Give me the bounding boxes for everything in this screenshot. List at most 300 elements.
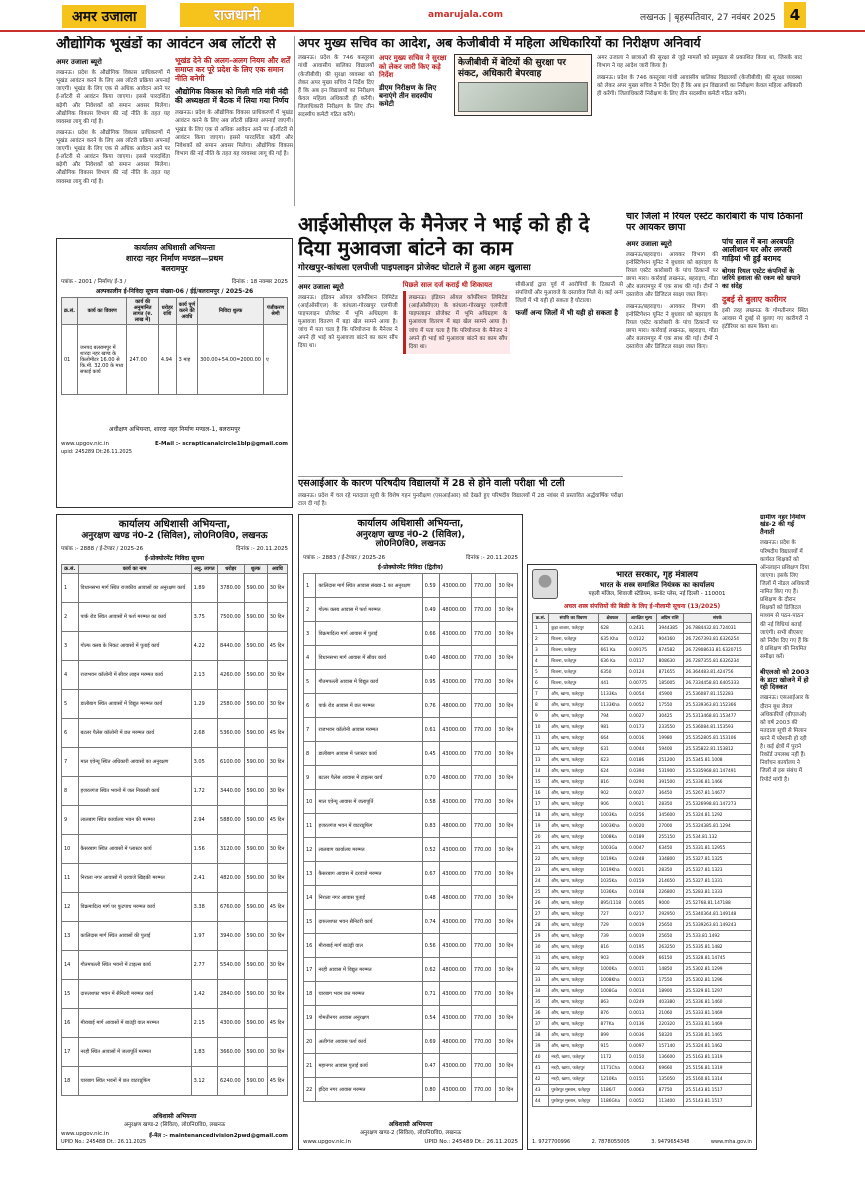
table-cell: 1.72 [191,776,217,805]
table-row [533,777,752,788]
table-cell: 25650 [656,920,683,931]
tender2-letter-no: पत्रांक :- 2888 / ई-टेण्डर / 2025-26 [61,545,144,552]
table-cell: 2840.00 [218,979,244,1008]
table-cell: 1133Kha [598,700,627,711]
tender4-gov: भारत सरकार, गृह मंत्रालय [615,570,698,581]
table-cell: 25.5330.81.1465 [683,1030,751,1041]
table-cell: विक्रमादित्य मार्ग पर फुटपाथ मरम्मत कार्य [78,892,191,921]
table-cell: 0.0394 [627,766,656,777]
table-cell: मीराबाई मार्ग बाउंड्री वाल [316,934,422,958]
table-row [533,876,752,887]
table-cell: 30 दिन [496,934,518,958]
tender3-site[interactable]: www.upgov.nic.in [303,1139,351,1145]
table-cell: गोल्फ क्लब के निकट आवासों में पुताई कार्य [78,631,191,660]
table-row [533,656,752,667]
table-cell: माल एवेन्यू आवास में जलापूर्ति [316,790,422,814]
table-cell: 30 दिन [496,718,518,742]
table-row [533,843,752,854]
table-cell: 19 [533,821,549,832]
table-cell: 0.0047 [627,843,656,854]
table-cell: 30 दिन [267,689,287,718]
table-cell: 0.76 [422,694,440,718]
table-cell: 30 दिन [496,790,518,814]
table-cell: 0.2431 [627,623,656,634]
table-cell: लालबाग स्थित कार्यालय भवन की मरम्मत [78,805,191,834]
table-cell: 27000 [656,821,683,832]
table-cell: 1.89 [191,573,217,602]
table-cell: 631 [598,744,627,755]
table-cell: 43000.00 [440,622,472,646]
table-cell: 3.38 [191,892,217,921]
table-cell: 30 दिन [496,694,518,718]
table-cell: 6760.00 [218,892,244,921]
table-cell: राजभवन कॉलोनी में सीवर लाइन मरम्मत कार्य [78,660,191,689]
table-cell: 0.0020 [627,821,656,832]
table-row [304,718,518,742]
table-row [533,1019,752,1030]
table-cell: 4.94 [158,325,176,395]
table-cell: 30 दिन [267,950,287,979]
table-cell: बटलर पैलेस आवास में टाइल्स कार्य [316,766,422,790]
table-cell: 33 [533,975,549,986]
table-cell: 739 [598,931,627,942]
table-cell: 770.00 [471,670,496,694]
story-inspection-body-more: लखनऊ। प्रदेश के 746 कस्तूरबा गांधी आवासीय बालिका विद्यालयों (केजीबीवी) की सुरक्षा व्यवस्था को लेकर अपर मुख्य सचिव ने निर्देश दिए हैं कि अब इन विद्यालयों का निरीक्षण केवल महिला अधिकारी ही करेंगी। जिलाधिकारी निरीक्षण के लिए तीन सदस्यीय कमेटी गठित करेंगे। [597,74,802,97]
table-cell: 48000.00 [440,814,472,838]
table-row [304,982,518,1006]
table-cell: 7 [62,747,79,776]
table-row [304,646,518,670]
table-cell: नरही, खागा, फतेहपुर [549,1063,598,1074]
table-cell: 19980 [656,733,683,744]
table-cell: 16 [62,1008,79,1037]
table-cell: 590.00 [244,631,267,660]
table-cell: 6 [533,678,549,689]
table-header-cell: आरक्षित मूल्य [627,614,656,623]
table-cell: 25.5336.81.1460 [683,997,751,1008]
table-header-cell: संपत्ति का विवरण [549,614,598,623]
table-cell: 590.00 [244,1066,267,1095]
table-cell: 14 [533,766,549,777]
table-header-cell: क्षेत्रफल [598,614,627,623]
table-cell: 26 [533,898,549,909]
table-cell: 58320 [656,1030,683,1041]
table-cell: 30 दिन [496,622,518,646]
table-cell: मीराबाई मार्ग आवासों में बाउंड्री वाल मरम्मत [78,1008,191,1037]
table-cell: 6240.00 [218,1066,244,1095]
tender1-office: कार्यालय अधिशासी अभियन्ता [134,243,215,252]
table-cell: 0.0027 [627,711,656,722]
table-cell: 43 [533,1085,549,1096]
table-cell: 20 [533,832,549,843]
table-cell: 3.75 [191,602,217,631]
table-cell: 3.12 [191,1066,217,1095]
table-cell: 0.0036 [627,1030,656,1041]
table-cell: 2 [62,602,79,631]
table-cell: 30 दिन [496,814,518,838]
table-cell: 41 [533,1063,549,1074]
tender3-upid: UPID No.: 245489 Dt.: 26.11.2025 [424,1139,518,1145]
story-sidebar [760,514,810,1150]
table-cell: 45 दिन [267,1008,287,1037]
site-url[interactable]: amarujala.com [428,10,504,20]
table-cell: 0.0016 [627,733,656,744]
table-cell: 31 [533,953,549,964]
table-cell: 876 [598,1008,627,1019]
table-cell: 36450 [656,788,683,799]
table-cell: 2.94 [191,805,217,834]
table-cell: 15 [62,979,79,1008]
table-cell: डालीबाग स्थित आवासों में विद्युत मरम्मत कार्य [78,689,191,718]
inset-clipping-photo [458,82,588,112]
table-cell: 863 [598,997,627,1008]
table-cell: 0.83 [422,814,440,838]
table-cell: 5880.00 [218,805,244,834]
table-row [533,689,752,700]
table-cell: औंग, खागा, फतेहपुर [549,799,598,810]
table-row [533,634,752,645]
table-cell: दारुलशफा भवन में सैनिटरी मरम्मत कार्य [78,979,191,1008]
table-cell: 25.5324.81.1292 [683,810,751,821]
table-cell: 770.00 [471,910,496,934]
table-cell: 25.5335.81.1482 [683,942,751,953]
table-cell: 12 [533,744,549,755]
table-cell: 01 [62,325,78,395]
table-cell: 590.00 [244,834,267,863]
table-row [533,678,752,689]
tender1-email[interactable]: E-Mail :- scrapticanalcircle1blp@gmail.com [154,441,288,447]
table-cell: औंग, खागा, फतेहपुर [549,953,598,964]
table-cell: 0.56 [422,934,440,958]
table-cell: 24 [533,876,549,887]
table-cell: 30 दिन [496,574,518,598]
table-cell: 636 Ka [598,656,627,667]
table-cell: 9 [62,805,79,834]
story-raids-headline: चार जिलों में रियल एस्टेट कारोबारी के पांच ठिकानों पर आयकर छापा [626,212,803,233]
table-cell: 34 [533,986,549,997]
table-cell: 770.00 [471,982,496,1006]
table-cell: 43000.00 [440,838,472,862]
table-cell: 1008Ga [598,986,627,997]
table-cell: 48000.00 [440,886,472,910]
table-cell: 15 [533,777,549,788]
table-cell: निराला नगर आवासों में दरवाजे खिड़की मरम्मत [78,863,191,892]
table-cell: 22 [533,854,549,865]
table-cell: 345600 [656,810,683,821]
table-row [533,755,752,766]
tender2-email[interactable]: ई-मेल :- maintenancedivision2pwd@gmail.com [149,1133,288,1139]
table-cell: निराला नगर आवास पुताई [316,886,422,910]
table-row [533,953,752,964]
table-cell: 11 [533,733,549,744]
table-cell: 44 [533,1096,549,1107]
table-cell: 30 दिन [496,910,518,934]
table-row [533,865,752,876]
table-cell: 770.00 [471,646,496,670]
table-cell: 624 [598,766,627,777]
table-row [533,722,752,733]
table-cell: 12 [304,838,316,862]
table-cell: चारबाग स्थित भवनों में छत वाटरप्रूफिंग [78,1066,191,1095]
tender4-office: भारत के शस्त्र समाश्रित नियंत्रक का कार्यालय [599,580,715,589]
table-cell: 1172 [598,1052,627,1063]
table-cell: औंग, खागा, फतेहपुर [549,788,598,799]
table-cell: 3660.00 [218,1037,244,1066]
table-header-cell: निविदा शुल्क [198,298,264,325]
table-cell: 0.00775 [627,678,656,689]
table-cell: 0.0043 [627,1063,656,1074]
table-cell: 17 [304,958,316,982]
table-row [533,1041,752,1052]
table-cell: 48000.00 [440,1030,472,1054]
table-cell: 23 [533,865,549,876]
story-inspection [298,36,808,214]
tender3-city: लो0नि0वि0, लखनऊ [375,539,446,550]
table-cell: हजरतगंज भवन में वाटरप्रूफिंग [316,814,422,838]
table-cell: 25.533.81.1492 [683,931,751,942]
table-cell: 0.0014 [627,986,656,997]
table-row [62,979,288,1008]
table-cell: 6100.00 [218,747,244,776]
table-header-cell: पंजीकरण श्रेणी [264,298,288,325]
table-cell: 43000.00 [440,742,472,766]
table-row [62,573,288,602]
table-cell: 1036Ka [598,887,627,898]
masthead [0,0,865,32]
table-cell: 10 [304,790,316,814]
table-cell: 45 दिन [267,805,287,834]
table-cell: 25.5160.81.1314 [683,1074,751,1085]
table-cell: 17550 [656,700,683,711]
tender3-footer-name: अधिशासी अभियन्ता [388,1121,433,1128]
table-row [533,766,752,777]
table-cell: 247.00 [127,325,159,395]
table-cell: 30 दिन [267,776,287,805]
table-cell: 0.0217 [627,909,656,920]
table-row [62,1066,288,1095]
tender1-site[interactable]: www.upgov.nic.in [61,441,109,447]
table-cell: 2.13 [191,660,217,689]
table-cell: 0.66 [422,622,440,646]
table-header-cell: कार्य का विवरण [78,298,127,325]
table-cell: 25.5352805.81.153106 [683,733,751,744]
table-row [533,997,752,1008]
tender2-date: दिनांक :- 20.11.2025 [236,545,288,552]
table-cell: 9 [304,766,316,790]
table-cell: 0.0011 [627,964,656,975]
table-row [304,598,518,622]
table-cell: औंग, खागा, फतेहपुर [549,689,598,700]
table-cell: 30 दिन [496,646,518,670]
table-cell: 214650 [656,876,683,887]
table-cell: 590.00 [244,979,267,1008]
table-cell: 21 [533,843,549,854]
table-cell: औंग, खागा, फतेहपुर [549,1041,598,1052]
table-cell: 26.7884432.81.724031 [683,623,751,634]
table-row [533,1008,752,1019]
table-cell: 0.0256 [627,810,656,821]
table-cell: 0.0186 [627,755,656,766]
table-cell: 770.00 [471,622,496,646]
table-cell: 26.364483.81.424756 [683,667,751,678]
table-cell: 0.0173 [627,722,656,733]
table-row [533,821,752,832]
tender4-site[interactable]: www.mha.gov.in [710,1139,752,1145]
table-cell: 25.5302.81.1299 [683,964,751,975]
table-cell: 6 [304,694,316,718]
table-cell: 2580.00 [218,689,244,718]
table-header-cell: अवधि [267,564,287,573]
story-ioc-headline: आईओसीएल के मैनेजर ने भाई को ही दे दिया मुआवजा बांटने का काम [298,212,590,260]
table-cell: 17 [533,799,549,810]
table-cell: 42 [533,1074,549,1085]
table-row [304,862,518,886]
table-cell: 45 दिन [267,892,287,921]
table-cell: 391500 [656,777,683,788]
table-cell: ए [264,325,288,395]
table-row [533,1085,752,1096]
table-cell: 28350 [656,799,683,810]
table-cell: कालिदास मार्ग स्थित आवास संख्या-1 का अनुरक्षण [316,574,422,598]
table-row [533,645,752,656]
national-emblem-icon [532,569,558,599]
tender1-date: दिनांक : 18 नवम्बर 2025 [231,279,288,285]
table-cell: 48000.00 [440,766,472,790]
table-cell: 0.47 [422,1054,440,1078]
table-cell: इंदिरा नगर आवास मरम्मत [316,1078,422,1102]
table-row [304,934,518,958]
table-row [304,622,518,646]
tender3-office: कार्यालय अधिशासी अभियन्ता, [357,518,464,529]
table-cell: 43000.00 [440,718,472,742]
table-cell: 871655 [656,667,683,678]
tender1-table [61,297,288,395]
table-cell: 6350 [598,667,627,678]
table-cell: औंग, खागा, फतेहपुर [549,1030,598,1041]
table-cell: चारबाग भवन छत मरम्मत [316,982,422,1006]
table-cell: अलीगंज आवास फर्श कार्य [316,1030,422,1054]
table-row [304,1030,518,1054]
table-cell: 0.58 [422,790,440,814]
table-row [533,623,752,634]
table-cell: 770.00 [471,958,496,982]
table-cell: 590.00 [244,950,267,979]
story-ioc-quote-body: लखनऊ। इंडियन ऑयल कॉर्पोरेशन लिमिटेड (आईओसीएल) के कांधला-गोरखपुर एलपीजी पाइपलाइन प्रोजेक्ट में भूमि अधिग्रहण के मुआवजा वितरण में बड़ा खेल सामने आया है। जांच में पता चला है कि परियोजना के मैनेजर ने अपने ही भाई को मुआवजा बांटने का काम सौंप दिया था। [403,291,511,354]
table-cell: महानगर आवास पुताई कार्य [316,1054,422,1078]
table-cell: औंग, खागा, फतेहपुर [549,711,598,722]
table-cell: 770.00 [471,790,496,814]
table-cell: 25.5339263.81.149243 [683,920,751,931]
tender2-site[interactable]: www.upgov.nic.in [61,1131,109,1137]
table-cell: 11 [304,814,316,838]
table-cell: 915 [598,1041,627,1052]
table-cell: राजभवन कॉलोनी आवास मरम्मत [316,718,422,742]
table-cell: 43000.00 [440,910,472,934]
table-cell: 0.0021 [627,799,656,810]
story-raids-side-sub2: दुबई से बुलाए कारीगर [722,295,787,305]
table-row [533,700,752,711]
table-cell: 808630 [656,656,683,667]
table-cell: 4 [533,656,549,667]
table-cell: 2.41 [191,863,217,892]
table-cell: 30 दिन [267,747,287,776]
table-row [533,1074,752,1085]
table-header-cell: क्र.सं. [62,564,79,573]
table-row [533,920,752,931]
table-cell: 1.42 [191,979,217,1008]
story-raids-side-sub: बोगस रियल एस्टेट कंपनियों के जरिये हवाला की रकम को खपाने का संदेह [722,266,801,290]
table-cell: 43000.00 [440,670,472,694]
table-cell: 3120.00 [218,834,244,863]
table-cell: 0.0159 [627,876,656,887]
table-cell: 729 [598,920,627,931]
table-cell: 816 [598,777,627,788]
table-cell: औंग, खागा, फतेहपुर [549,766,598,777]
table-cell: 0.0195 [627,942,656,953]
table-cell: 19 [304,1006,316,1030]
story-raids-side-headline: पांच साल में बना अरबपति आलीशान घर और लग्जरी गाड़ियां भी हुईं बरामद [722,236,794,264]
table-cell: 899 [598,1030,627,1041]
table-cell: हजरतगंज स्थित भवनों में जल निकासी कार्य [78,776,191,805]
tender2-footer-office: अनुरक्षण खण्ड-2 (सिविल), लो0नि0वि0, लखनऊ [123,1122,226,1128]
table-cell: 30 दिन [267,921,287,950]
table-cell: औंग, खागा, फतेहपुर [549,931,598,942]
story-lottery-byline: अमर उजाला ब्यूरो [56,58,102,67]
table-cell: औंग, खागा, फतेहपुर [549,722,598,733]
table-cell: 30 दिन [496,766,518,790]
table-cell: 770.00 [471,694,496,718]
table-cell: 0.74 [422,910,440,934]
table-row [304,814,518,838]
table-cell: 25.5329.81.1297 [683,986,751,997]
table-cell: 25.5324.81.1462 [683,1041,751,1052]
table-cell: 590.00 [244,1037,267,1066]
table-cell: 770.00 [471,814,496,838]
story-inspection-headline: अपर मुख्य सचिव का आदेश, अब केजीबीवी में महिला अधिकारियों का निरीक्षण अनिवार्य [298,36,701,50]
table-cell: 0.69 [422,1030,440,1054]
table-cell: 43000.00 [440,574,472,598]
table-cell: कालिदास मार्ग स्थित आवासों की पुताई [78,921,191,950]
table-cell: 623 [598,755,627,766]
table-cell: 590.00 [244,747,267,776]
table-cell: 0.0013 [627,975,656,986]
table-cell: औंग, खागा, फतेहपुर [549,755,598,766]
table-row [533,942,752,953]
table-cell: 3 [304,622,316,646]
table-cell: 0.0122 [627,634,656,645]
table-cell: 43000.00 [440,934,472,958]
tender2-dept: अनुरक्षण खण्ड नं0-2 (सिविल), लो0नि0वि0, लखनऊ [81,530,268,541]
table-cell: औंग, खागा, फतेहपुर [549,876,598,887]
table-cell: 0.45 [422,742,440,766]
table-cell: 66150 [656,953,683,964]
table-cell: 0.62 [422,958,440,982]
story-ioc-body2: सीबीआई द्वारा पूर्व में आरोपियों के ठिकानों से संपत्तियों और मुआवजे के दस्तावेज मिले थे। कई अन्य जिलों में भी यही हो सकता है घोटाला। [515,281,623,304]
table-cell: बिजना, फतेहपुर [549,645,598,656]
table-cell: 263250 [656,942,683,953]
table-cell: 14 [62,950,79,979]
table-cell: 0.48 [422,886,440,910]
table-cell: 770.00 [471,1030,496,1054]
table-cell: 874582 [656,645,683,656]
table-cell: 770.00 [471,598,496,622]
table-header-row [62,298,288,325]
table-cell: 27 [533,909,549,920]
table-cell: 3.05 [191,747,217,776]
story-lottery-side-body: लखनऊ। प्रदेश के औद्योगिक विकास प्राधिकरणों में भूखंड आवंटन करने के लिए अब लॉटरी प्रक्रिया अपनाई जाएगी। भूखंड के लिए एक से अधिक आवेदन आने पर ई-लॉटरी से आवंटन किया जाएगा। इससे पारदर्शिता बढ़ेगी और निवेशकों को समान अवसर मिलेगा। औद्योगिक विकास विभाग की नई नीति के तहत यह व्यवस्था लागू की गई है। [175,110,293,157]
table-cell: 25.5327.81.1331 [683,876,751,887]
table-cell: नरही स्थित आवासों में जलापूर्ति मरम्मत [78,1037,191,1066]
